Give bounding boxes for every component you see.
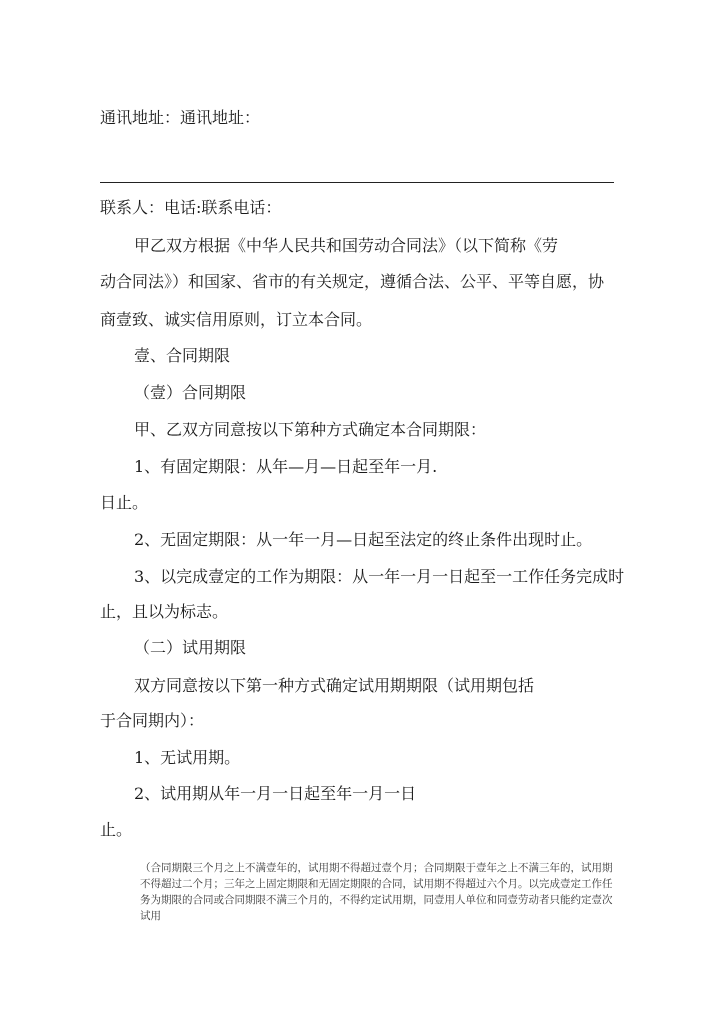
term-option-1-end: 日止。 (100, 493, 149, 512)
trial-option-2-end: 止。 (100, 820, 133, 839)
term-option-1: 1、有固定期限：从年—月—日起至年一月. (134, 457, 438, 476)
intro-line-2: 动合同法》）和国家、省市的有关规定，遵循合法、公平、平等自愿，协 (100, 272, 605, 291)
address-line: 通讯地址：通讯地址： (100, 108, 261, 127)
intro-line-1: 甲乙双方根据《中华人民共和国劳动合同法》（以下简称《劳 (134, 236, 559, 255)
trial-lead-end: 于合同期内）： (100, 711, 205, 730)
term-option-2: 2、无固定期限：从一年一月—日起至法定的终止条件出现时止。 (134, 530, 593, 549)
subsection-title-term: （壹）合同期限 (134, 383, 247, 402)
trial-option-1: 1、无试用期。 (134, 748, 241, 767)
divider-line (100, 182, 614, 183)
subsection-title-trial: （二）试用期限 (134, 638, 247, 657)
trial-option-2: 2、试用期从年一月一日起至年一月一日 (134, 784, 417, 803)
trial-lead: 双方同意按以下第一种方式确定试用期期限（试用期包括 (134, 676, 535, 695)
section-title: 壹、合同期限 (134, 346, 231, 365)
footnote: （合同期限三个月之上不满壹年的，试用期不得超过壹个月；合同期限于壹年之上不满三年的，试用期不得超过二个月；三年之上固定期限和无固定期限的合同，试用期不得超过六个月。以完成壹定工作任务为期限的合同或合同期限不满三个月的，不得约定试用期，同壹用人单位和同壹劳动者只能约定壹次试用 (140, 862, 613, 922)
term-option-3-end: 止，且以为标志。 (100, 602, 229, 621)
intro-line-3: 商壹致、诚实信用原则，订立本合同。 (100, 310, 373, 329)
term-option-3: 3、以完成壹定的工作为期限：从一年一月一日起至一工作任务完成时 (134, 567, 625, 586)
term-lead: 甲、乙双方同意按以下第种方式确定本合同期限： (134, 420, 487, 439)
contact-line: 联系人：电话:联系电话： (100, 198, 282, 217)
